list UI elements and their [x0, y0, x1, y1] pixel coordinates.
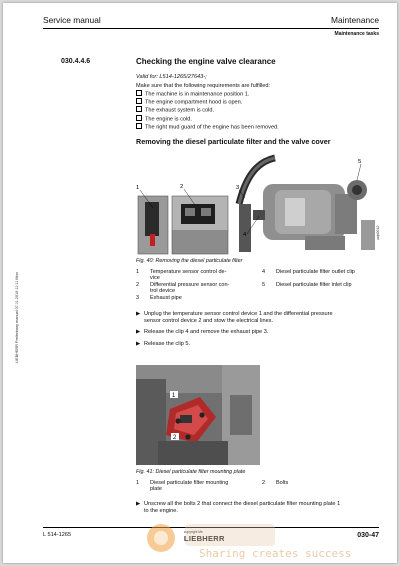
- legend-item: 5 Diesel particulate filter inlet clip: [262, 282, 352, 288]
- legend-item: 4 Diesel particulate filter outlet clip: [262, 269, 355, 275]
- instruction-step: ▶ Release the clip 5.: [136, 341, 191, 347]
- requirements-intro: Make sure that the following requirements are fulfilled:: [136, 83, 271, 89]
- requirement-item: The engine compartment hood is open.: [136, 98, 279, 106]
- valid-for: Valid for: L514-1265/27643-;: [136, 74, 207, 80]
- checkbox-icon: [136, 90, 142, 96]
- manual-page: [3, 3, 397, 563]
- requirement-item: The exhaust system is cold.: [136, 106, 279, 114]
- requirement-item: The engine is cold.: [136, 115, 279, 123]
- footer-model: L 514-1265: [43, 532, 72, 538]
- section-title: Checking the engine valve clearance: [136, 57, 276, 66]
- checkbox-icon: [136, 106, 142, 112]
- figure-41-photo: [136, 365, 260, 465]
- legend-item: 2 Differential pressure sensor con-: [136, 282, 230, 288]
- arrow-right-icon: ▶: [136, 311, 141, 317]
- legend-item: 1 Diesel particulate filter mounting: [136, 480, 229, 486]
- arrow-right-icon: ▶: [136, 501, 141, 507]
- requirements-list: [136, 90, 279, 131]
- figure-41-caption: Fig. 41: Diesel particulate filter mounting plate: [136, 469, 246, 475]
- requirement-item: The machine is in maintenance position 1.: [136, 90, 279, 98]
- callout-label: 1: [172, 393, 176, 399]
- section-number: 030.4.4.6: [61, 58, 91, 65]
- callout-label: 3: [236, 185, 240, 191]
- legend-item: 2 Bolts: [262, 480, 289, 486]
- page-number: 030-47: [357, 532, 379, 539]
- header-manual-title: Service manual: [43, 15, 101, 25]
- instruction-step: ▶ Unplug the temperature sensor control device 1 and the differential pressure sensor control device 2 and stow the electrical lines.: [136, 311, 333, 324]
- legend-item-cont: plate: [150, 486, 162, 493]
- checkbox-icon: [136, 123, 142, 129]
- callout-label: 4: [243, 232, 247, 238]
- arrow-right-icon: ▶: [136, 329, 141, 335]
- figure-side-code: xxlp0012: [376, 225, 380, 240]
- legend-item: 3 Exhaust pipe: [136, 295, 182, 301]
- watermark-text: Sharing creates success: [199, 547, 352, 560]
- figure-40-legend: [136, 269, 386, 303]
- figure-41-legend: [136, 480, 386, 500]
- callout-label: 5: [358, 159, 362, 165]
- header-chapter-title: Maintenance: [331, 15, 379, 25]
- instruction-step: ▶ Release the clip 4 and remove the exhaust pipe 3.: [136, 329, 269, 335]
- checkbox-icon: [136, 98, 142, 104]
- brand-logo: LIEBHERR: [184, 534, 225, 543]
- callout-label: 1: [136, 185, 140, 191]
- arrow-right-icon: ▶: [136, 341, 141, 347]
- requirement-item: The right mud guard of the engine has been removed.: [136, 123, 279, 131]
- side-print-note: LIEBHERR Preliminary manual 07.11.2016 11:11 Mon: [15, 272, 19, 363]
- legend-item-cont: vice: [150, 275, 160, 282]
- callout-label: 2: [173, 435, 177, 441]
- legend-item: 1 Temperature sensor control de-: [136, 269, 227, 275]
- header-subchapter: Maintenance tasks: [334, 31, 379, 37]
- checkbox-icon: [136, 115, 142, 121]
- callout-label: 2: [180, 184, 184, 190]
- instruction-step: ▶ Unscrew all the bolts 2 that connect the diesel particulate filter mounting plate 1 to the engine.: [136, 501, 341, 514]
- figure-40-photo: [135, 150, 381, 257]
- subsection-title: Removing the diesel particulate filter and the valve cover: [136, 137, 331, 146]
- figure-40-caption: Fig. 40: Removing the diesel particulate filter: [136, 258, 243, 264]
- legend-item-cont: trol device: [150, 288, 176, 295]
- header-rule: [43, 28, 379, 29]
- brand-copyright: copyright Me: [184, 530, 203, 534]
